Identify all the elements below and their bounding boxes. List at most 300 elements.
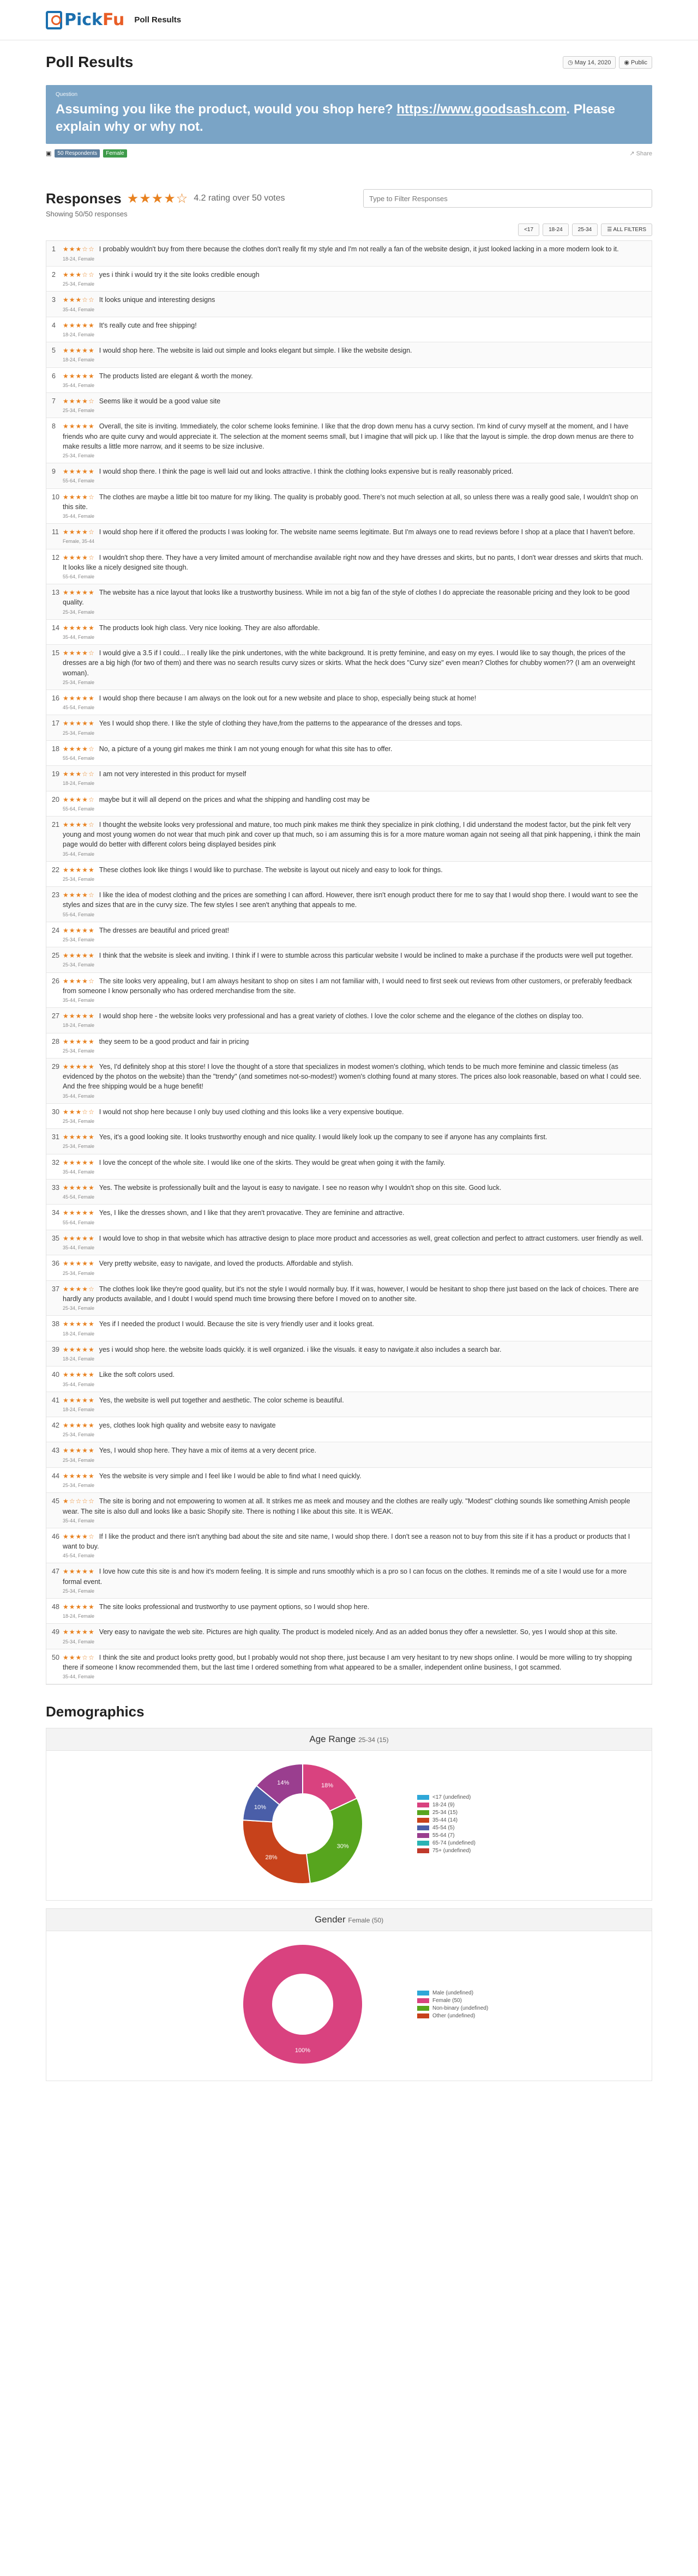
response-stars: ★★★☆☆ [63, 1108, 95, 1116]
response-row [46, 715, 652, 740]
response-stars: ★☆☆☆☆ [63, 1497, 95, 1505]
response-number: 41 [52, 1396, 59, 1404]
gender-donut-chart [237, 1939, 368, 2070]
legend-label: 25-34 (15) [432, 1809, 458, 1816]
response-row [46, 1180, 652, 1205]
page-title: Poll Results [46, 53, 134, 70]
response-number: 31 [52, 1133, 59, 1141]
response-row [46, 1624, 652, 1649]
response-stars: ★★★★★ [63, 1422, 95, 1430]
response-meta: 55-64, Female [63, 574, 95, 580]
response-number: 48 [52, 1603, 59, 1611]
legend-item[interactable] [417, 1794, 476, 1800]
response-row [46, 1649, 652, 1685]
response-text: Yes I would shop there. I like the style of clothing they have,from the patterns to the appearance of the dresses and tops. [99, 719, 462, 728]
legend-label: Other (undefined) [432, 2012, 476, 2019]
response-meta: 25-34, Female [63, 1638, 95, 1644]
response-number: 38 [52, 1320, 59, 1328]
response-row [46, 463, 652, 488]
response-meta: 25-34, Female [63, 453, 95, 459]
response-row [46, 549, 652, 585]
response-text: I like the idea of modest clothing and the prices are something I can afford. However, there isn't enough product there for me to say that I would shop there. I would want to see the styles and sizes that are in the curvy size. The few styles I see aren't anything that appeals to me. [63, 891, 638, 909]
response-text: Yes, it's a good looking site. It looks trustworthy enough and nice quality. I would likely look up the company to see if anyone has any complaints first. [99, 1133, 547, 1141]
response-meta: 25-34, Female [63, 408, 95, 414]
gender-legend [417, 1988, 488, 2021]
response-row [46, 368, 652, 393]
response-meta: 25-34, Female [63, 1144, 95, 1150]
response-meta: 18-24, Female [63, 781, 95, 787]
response-row [46, 1442, 652, 1467]
response-number: 9 [52, 468, 56, 476]
response-number: 20 [52, 795, 59, 803]
response-stars: ★★★☆☆ [63, 245, 95, 253]
legend-swatch [417, 1795, 429, 1800]
filter-responses-input[interactable] [363, 189, 652, 208]
response-number: 39 [52, 1345, 59, 1353]
response-row [46, 887, 652, 922]
audience-icon: ▣ [46, 150, 52, 158]
filter-under-17-button[interactable]: <17 [518, 223, 539, 236]
response-meta: 35-44, Female [63, 1381, 95, 1387]
legend-item[interactable] [417, 1825, 476, 1831]
response-meta: 45-54, Female [63, 705, 95, 711]
date-badge: ◷ May 14, 2020 [563, 56, 616, 69]
response-row [46, 1392, 652, 1417]
response-row [46, 817, 652, 862]
response-number: 30 [52, 1108, 59, 1116]
response-text: I love how cute this site is and how it's modern feeling. It is simple and runs smoothly which is a pro so I can focus on the clothes. It reminds me of a site I would use for a more formal event. [63, 1568, 627, 1586]
legend-label: 45-54 (5) [432, 1824, 455, 1831]
response-number: 40 [52, 1371, 59, 1379]
legend-item[interactable] [417, 1833, 476, 1839]
response-stars: ★★★☆☆ [63, 270, 95, 279]
response-meta: 55-64, Female [63, 806, 95, 812]
response-text: I would give a 3.5 if I could... I really like the pink undertones, with the white background. It is pretty feminine, and easy on my eyes. I would like to say though, the prices of the dresses are a big high (for two of them) and there was no search results curvy sizes or skirts. What the heck does "Curvy size" even mean? Clothes for chubby women?? (I am an overweight woman). [63, 649, 635, 677]
response-row [46, 690, 652, 715]
legend-swatch [417, 1991, 429, 1996]
response-stars: ★★★★☆ [63, 528, 95, 536]
response-number: 17 [52, 719, 59, 728]
response-meta: 35-44, Female [63, 1093, 95, 1099]
response-stars: ★★★★★ [63, 1447, 95, 1455]
response-stars: ★★★★★ [63, 1568, 95, 1576]
response-row [46, 317, 652, 342]
response-number: 5 [52, 347, 56, 355]
response-stars: ★★★★★ [63, 1603, 95, 1611]
legend-label: Male (undefined) [432, 1990, 474, 1996]
response-meta: 25-34, Female [63, 1588, 95, 1594]
response-text: The site looks very appealing, but I am always hesitant to shop on sites I am not familiar with, I would need to first seek out reviews from other customers, or preferably feedback from someone I know personally who has ordered merchandise from the site. [63, 977, 632, 995]
response-text: I would shop there. I think the page is well laid out and looks attractive. I think the clothing looks expensive but is really reasonably priced. [99, 468, 514, 476]
response-text: Yes, the website is well put together and aesthetic. The color scheme is beautiful. [99, 1396, 344, 1404]
response-stars: ★★★★★ [63, 1158, 95, 1166]
response-number: 44 [52, 1472, 59, 1480]
legend-label: <17 (undefined) [432, 1794, 471, 1800]
legend-item[interactable] [417, 2013, 488, 2019]
response-meta: 25-34, Female [63, 1432, 95, 1438]
response-stars: ★★★★☆ [63, 977, 95, 985]
response-row [46, 1104, 652, 1129]
response-row [46, 620, 652, 645]
response-text: Yes. The website is professionally built and the layout is easy to navigate. I see no reason why I wouldn't shop on this site. Good luck. [99, 1183, 502, 1192]
donut-slice[interactable] [243, 1821, 310, 1884]
response-row [46, 292, 652, 317]
response-text: I love the concept of the whole site. I would like one of the skirts. They would be great when going it with the family. [99, 1158, 446, 1166]
legend-item[interactable] [417, 1810, 476, 1816]
response-meta: 45-54, Female [63, 1553, 95, 1559]
response-number: 47 [52, 1568, 59, 1576]
response-text: If I like the product and there isn't anything bad about the site and site name, I would shop there. I don't see a reason not to buy from this site if it has a product or products that I want to buy. [63, 1532, 630, 1551]
response-number: 42 [52, 1422, 59, 1430]
response-meta: 18-24, Female [63, 1023, 95, 1029]
response-meta: 55-64, Female [63, 1219, 95, 1225]
response-stars: ★★★★★ [63, 1320, 95, 1328]
response-row [46, 267, 652, 292]
response-row [46, 1366, 652, 1392]
response-meta: 25-34, Female [63, 1048, 95, 1054]
pickfu-logo[interactable]: Pick Fu [46, 10, 124, 29]
response-number: 19 [52, 770, 59, 778]
legend-item[interactable] [417, 1848, 476, 1854]
response-stars: ★★★★☆ [63, 493, 95, 501]
response-number: 18 [52, 745, 59, 753]
response-row [46, 489, 652, 524]
response-list [46, 240, 652, 1685]
response-text: It looks unique and interesting designs [99, 296, 215, 304]
response-number: 33 [52, 1183, 59, 1192]
response-text: No, a picture of a young girl makes me think I am not young enough for what this site has to offer. [99, 745, 393, 753]
rating-text: 4.2 rating over 50 votes [194, 193, 285, 203]
response-number: 2 [52, 270, 56, 279]
response-text: Yes, I'd definitely shop at this store! I love the thought of a store that specializes in modest women's clothing, which tends to be much more feminine and classic timeless (as evidenced by the photos on the website) than the "trendy" (and sometimes not-so-modest!) women's clothing found at many stores. The prices also look reasonable, based on what I could see. And the free shipping would be a huge benefit! [63, 1062, 641, 1091]
response-stars: ★★★★★ [63, 589, 95, 597]
response-stars: ★★★★★ [63, 1183, 95, 1192]
filter-18-24-button[interactable]: 18-24 [543, 223, 569, 236]
filter-25-34-button[interactable]: 25-34 [572, 223, 598, 236]
response-meta: 55-64, Female [63, 478, 95, 484]
response-stars: ★★★★☆ [63, 1285, 95, 1293]
response-text: I would shop here. The website is laid out simple and looks elegant but simple. I like the website design. [99, 347, 412, 355]
response-row [46, 524, 652, 549]
response-meta: 35-44, Female [63, 1169, 95, 1175]
response-stars: ★★★★★ [63, 694, 95, 702]
response-number: 46 [52, 1532, 59, 1540]
response-text: I think the site and product looks pretty good, but I probably would not shop there, just because I am very hesitant to try new shops online. I would be more willing to try shopping there if someone I know recommended them, but the last time I ordered something from what appeared to be a smaller, independent online business, I got scammed. [63, 1653, 632, 1672]
response-stars: ★★★★☆ [63, 745, 95, 753]
response-stars: ★★★★★ [63, 1133, 95, 1141]
response-number: 23 [52, 891, 59, 899]
response-row [46, 947, 652, 972]
response-stars: ★★★★★ [63, 1260, 95, 1268]
response-number: 22 [52, 866, 59, 874]
response-stars: ★★★★★ [63, 1012, 95, 1020]
legend-item[interactable] [417, 1817, 476, 1823]
response-row [46, 1316, 652, 1341]
response-row [46, 1281, 652, 1316]
response-row [46, 1154, 652, 1180]
response-meta: 25-34, Female [63, 679, 95, 685]
rating-stars: ★★★★☆ [127, 191, 189, 206]
respondents-tag: 50 Respondents [55, 149, 100, 158]
response-text: I think that the website is sleek and inviting. I think if I were to stumble across this particular website I would be inclined to make a purchase if the products were well put together. [99, 952, 633, 960]
response-meta: 25-34, Female [63, 730, 95, 736]
response-row [46, 1255, 652, 1280]
response-meta: 18-24, Female [63, 256, 95, 262]
response-text: Yes, I like the dresses shown, and I like that they aren't provacative. They are feminine and attractive. [99, 1209, 405, 1217]
response-meta: 18-24, Female [63, 1406, 95, 1412]
legend-label: 18-24 (9) [432, 1801, 455, 1808]
showing-count: Showing 50/50 responses [46, 210, 128, 219]
donut-slice[interactable] [306, 1799, 363, 1884]
globe-icon: ◉ [624, 59, 631, 66]
legend-swatch [417, 1998, 429, 2003]
response-meta: 25-34, Female [63, 1457, 95, 1463]
question-footer [46, 149, 652, 158]
gender-header: Gender Female (50) [46, 1909, 652, 1931]
response-meta: 55-64, Female [63, 911, 95, 917]
response-text: I thought the website looks very professional and mature, too much pink makes me think they specialize in pink clothing, I did understand the modest factor, but the pink felt very young and most young women do not wear that much pink and cover up that much, so i am assuming this is for a more mature woman again not seeing all that pink happening, i think the main page would do better with different colors being displayed besides pink [63, 820, 640, 849]
response-text: Seems like it would be a good value site [99, 397, 221, 405]
response-meta: 35-44, Female [63, 1245, 95, 1251]
response-text: I am not very interested in this product for myself [99, 770, 246, 778]
response-text: These clothes look like things I would like to purchase. The website is layout out nicely and easy to look for things. [99, 866, 443, 874]
response-stars: ★★★★☆ [63, 795, 95, 803]
response-number: 37 [52, 1285, 59, 1293]
response-row [46, 741, 652, 766]
response-row [46, 418, 652, 463]
response-row [46, 1468, 652, 1493]
response-number: 29 [52, 1062, 59, 1071]
slice-label: 28% [265, 1854, 278, 1861]
response-row [46, 1528, 652, 1564]
slice-label: 30% [336, 1843, 349, 1850]
response-meta: 35-44, Female [63, 997, 95, 1003]
response-row [46, 645, 652, 690]
response-row [46, 1129, 652, 1154]
response-row [46, 1230, 652, 1255]
response-number: 28 [52, 1037, 59, 1045]
filter-icon: ☰ [607, 227, 613, 233]
response-number: 14 [52, 624, 59, 632]
share-icon: ↗ [629, 150, 636, 158]
response-meta: 35-44, Female [63, 634, 95, 640]
response-number: 15 [52, 649, 59, 657]
question-link[interactable]: https://www.goodsash.com [396, 102, 567, 117]
response-meta: 25-34, Female [63, 1118, 95, 1124]
response-stars: ★★★★★ [63, 422, 95, 431]
slice-label: 14% [277, 1780, 290, 1787]
response-text: yes, clothes look high quality and website easy to navigate [99, 1422, 276, 1430]
response-text: Like the soft colors used. [99, 1371, 175, 1379]
legend-item[interactable] [417, 1802, 476, 1808]
legend-label: Non-binary (undefined) [432, 2005, 489, 2011]
response-text: The site is boring and not empowering to women at all. It strikes me as meek and mousey and the clothes are really ugly. "Modest" clothing sounds like something Amish people wear. The site is also dull and looks like a basic Shopify site. There is nothing I like about this site. It is WEAK. [63, 1497, 630, 1515]
response-meta: 25-34, Female [63, 876, 95, 882]
age-range-legend [417, 1793, 476, 1855]
response-text: yes i would shop here. the website loads quickly. it is well organized. i like the visuals. it easy to navigate.it also includes a search bar. [99, 1345, 502, 1353]
slice-label: 18% [321, 1782, 334, 1789]
response-stars: ★★★★★ [63, 1234, 95, 1242]
response-number: 7 [52, 397, 56, 405]
response-stars: ★★★★★ [63, 719, 95, 728]
legend-label: 35-44 (14) [432, 1817, 458, 1823]
response-number: 21 [52, 820, 59, 829]
response-stars: ★★★★★ [63, 1037, 95, 1045]
slice-label: 100% [294, 2047, 311, 2054]
response-text: I would shop there because I am always on the look out for a new website and place to shop, especially being stuck at home! [99, 694, 477, 702]
legend-swatch [417, 2006, 429, 2011]
response-number: 50 [52, 1653, 59, 1661]
response-stars: ★★★★★ [63, 468, 95, 476]
response-number: 16 [52, 694, 59, 702]
response-text: The dresses are beautiful and priced great! [99, 926, 230, 934]
response-stars: ★★★★★ [63, 1472, 95, 1480]
legend-swatch [417, 1848, 429, 1853]
response-stars: ★★★★★ [63, 1371, 95, 1379]
legend-item[interactable] [417, 1998, 488, 2004]
response-number: 25 [52, 952, 59, 960]
response-stars: ★★★★☆ [63, 397, 95, 405]
response-row [46, 791, 652, 817]
top-bar [0, 0, 698, 40]
age-range-card [46, 1728, 652, 1901]
response-text: I wouldn't shop there. They have a very limited amount of merchandise available right now and they have dresses and skirts, but no pants, I don't wear dresses and skirts that much. It looks like a nicely designed site though. [63, 553, 643, 571]
response-text: Very easy to navigate the web site. Pictures are high quality. The product is modeled nicely. And as an added bonus they offer a newsletter. So, yes I would shop at this site. [99, 1628, 618, 1636]
response-text: I would love to shop in that website which has attractive design to place more product and accessories as well, great collection and perfect to attract customers. user friendly as well. [99, 1234, 643, 1242]
response-stars: ★★★★☆ [63, 1532, 95, 1540]
response-text: Yes if I needed the product I would. Because the site is very friendly user and it looks great. [99, 1320, 374, 1328]
response-text: I probably wouldn't buy from there because the clothes don't really fit my style and I'm not really a fan of the website design, it just looked lacking in a more modern look to it. [99, 245, 619, 253]
response-number: 13 [52, 589, 59, 597]
response-row [46, 1341, 652, 1366]
demographics-title: Demographics [46, 1703, 145, 1720]
legend-item[interactable] [417, 1990, 488, 1996]
response-text: Yes, I would shop here. They have a mix of items at a very decent price. [99, 1447, 316, 1455]
response-stars: ★★★★★ [63, 1396, 95, 1404]
slice-label: 10% [254, 1804, 266, 1811]
response-stars: ★★★★★ [63, 372, 95, 380]
response-stars: ★★★☆☆ [63, 296, 95, 304]
response-stars: ★★★★★ [63, 321, 95, 329]
response-row [46, 766, 652, 791]
response-stars: ★★★★★ [63, 866, 95, 874]
question-text: Assuming you like the product, would you shop here? https://www.goodsash.com. Please explain why or why not. [56, 102, 615, 134]
response-row [46, 862, 652, 887]
response-meta: 35-44, Female [63, 1517, 95, 1523]
response-meta: 55-64, Female [63, 755, 95, 761]
response-meta: 25-34, Female [63, 937, 95, 943]
response-stars: ★★★★★ [63, 1345, 95, 1353]
response-stars: ★★★★★ [63, 926, 95, 934]
legend-label: 55-64 (7) [432, 1832, 455, 1839]
question-box [46, 85, 652, 144]
response-number: 12 [52, 553, 59, 561]
response-stars: ★★★☆☆ [63, 1653, 95, 1661]
response-row [46, 922, 652, 947]
response-number: 35 [52, 1234, 59, 1242]
legend-label: 75+ (undefined) [432, 1847, 471, 1854]
response-row [46, 1059, 652, 1104]
response-row [46, 1563, 652, 1599]
response-stars: ★★★★★ [63, 624, 95, 632]
legend-item[interactable] [417, 2005, 488, 2011]
response-row [46, 1599, 652, 1624]
response-stars: ★★★★☆ [63, 553, 95, 561]
response-row [46, 1033, 652, 1059]
response-meta: 45-54, Female [63, 1194, 95, 1200]
response-row [46, 342, 652, 367]
response-text: yes i think i would try it the site looks credible enough [99, 270, 260, 279]
response-number: 8 [52, 422, 56, 431]
response-row [46, 973, 652, 1008]
response-meta: 25-34, Female [63, 962, 95, 968]
response-meta: 35-44, Female [63, 513, 95, 519]
response-text: Yes the website is very simple and I feel like I would be able to find what I need quickly. [99, 1472, 362, 1480]
legend-swatch [417, 1810, 429, 1815]
response-meta: 35-44, Female [63, 1674, 95, 1680]
response-text: The site looks professional and trustworthy to use payment options, so I would shop here. [99, 1603, 370, 1611]
response-meta: 18-24, Female [63, 1356, 95, 1362]
response-stars: ★★★★☆ [63, 649, 95, 657]
response-row [46, 241, 652, 266]
response-text: The clothes are maybe a little bit too mature for my liking. The quality is probably good. There's not much selection at all, so unless there was a really good sale, I wouldn't shop on this site. [63, 493, 638, 511]
response-stars: ★★★★★ [63, 1062, 95, 1071]
response-number: 36 [52, 1260, 59, 1268]
donut-slice[interactable] [243, 1944, 363, 2064]
response-number: 34 [52, 1209, 59, 1217]
share-button[interactable]: ↗ Share [629, 150, 652, 158]
topbar-title: Poll Results [134, 15, 182, 25]
response-number: 3 [52, 296, 56, 304]
response-stars: ★★★★★ [63, 347, 95, 355]
response-number: 11 [52, 528, 59, 536]
response-text: Overall, the site is inviting. Immediately, the color scheme looks feminine. I like that the drop down menu has a curvy section. I'm kind of curvy myself at the moment, and I have friends who are quite curvy and would appreciate it. The selection at the moment seems small, but I imagine that will pick up. I like that the layout is simple. the drop down menus are there to make results a little more narrow, and it seems to be size inclusive. [63, 422, 634, 450]
response-text: I would not shop here because I only buy used clothing and this looks like a very expensive boutique. [99, 1108, 404, 1116]
response-number: 32 [52, 1158, 59, 1166]
all-filters-button[interactable]: ☰ ALL FILTERS [601, 223, 652, 236]
response-meta: Female, 35-44 [63, 539, 95, 545]
legend-swatch [417, 1818, 429, 1823]
response-text: I would shop here if it offered the products I was looking for. The website name seems legitimate. But I'm always one to read reviews before I shop at a place that I haven't before. [99, 528, 635, 536]
response-number: 6 [52, 372, 56, 380]
question-label: Question [56, 92, 78, 98]
response-number: 49 [52, 1628, 59, 1636]
response-meta: 18-24, Female [63, 1613, 95, 1619]
response-meta: 25-34, Female [63, 1483, 95, 1489]
response-number: 45 [52, 1497, 59, 1505]
legend-item[interactable] [417, 1840, 476, 1846]
age-range-header: Age Range 25-34 (15) [46, 1728, 652, 1751]
logo-icon [46, 11, 62, 29]
legend-label: 65-74 (undefined) [432, 1840, 476, 1846]
response-number: 27 [52, 1012, 59, 1020]
response-number: 43 [52, 1447, 59, 1455]
response-text: maybe but it will all depend on the prices and what the shipping and handling cost may be [99, 795, 370, 803]
response-number: 10 [52, 493, 59, 501]
response-stars: ★★★★★ [63, 1628, 95, 1636]
response-meta: 25-34, Female [63, 1270, 95, 1276]
response-stars: ★★★★☆ [63, 820, 95, 829]
response-text: Very pretty website, easy to navigate, and loved the products. Affordable and stylish. [99, 1260, 353, 1268]
legend-swatch [417, 1825, 429, 1830]
gender-tag: Female [103, 149, 127, 158]
response-number: 24 [52, 926, 59, 934]
response-meta: 18-24, Female [63, 332, 95, 338]
response-stars: ★★★★☆ [63, 891, 95, 899]
response-row [46, 584, 652, 620]
response-meta: 35-44, Female [63, 382, 95, 388]
legend-swatch [417, 1841, 429, 1846]
